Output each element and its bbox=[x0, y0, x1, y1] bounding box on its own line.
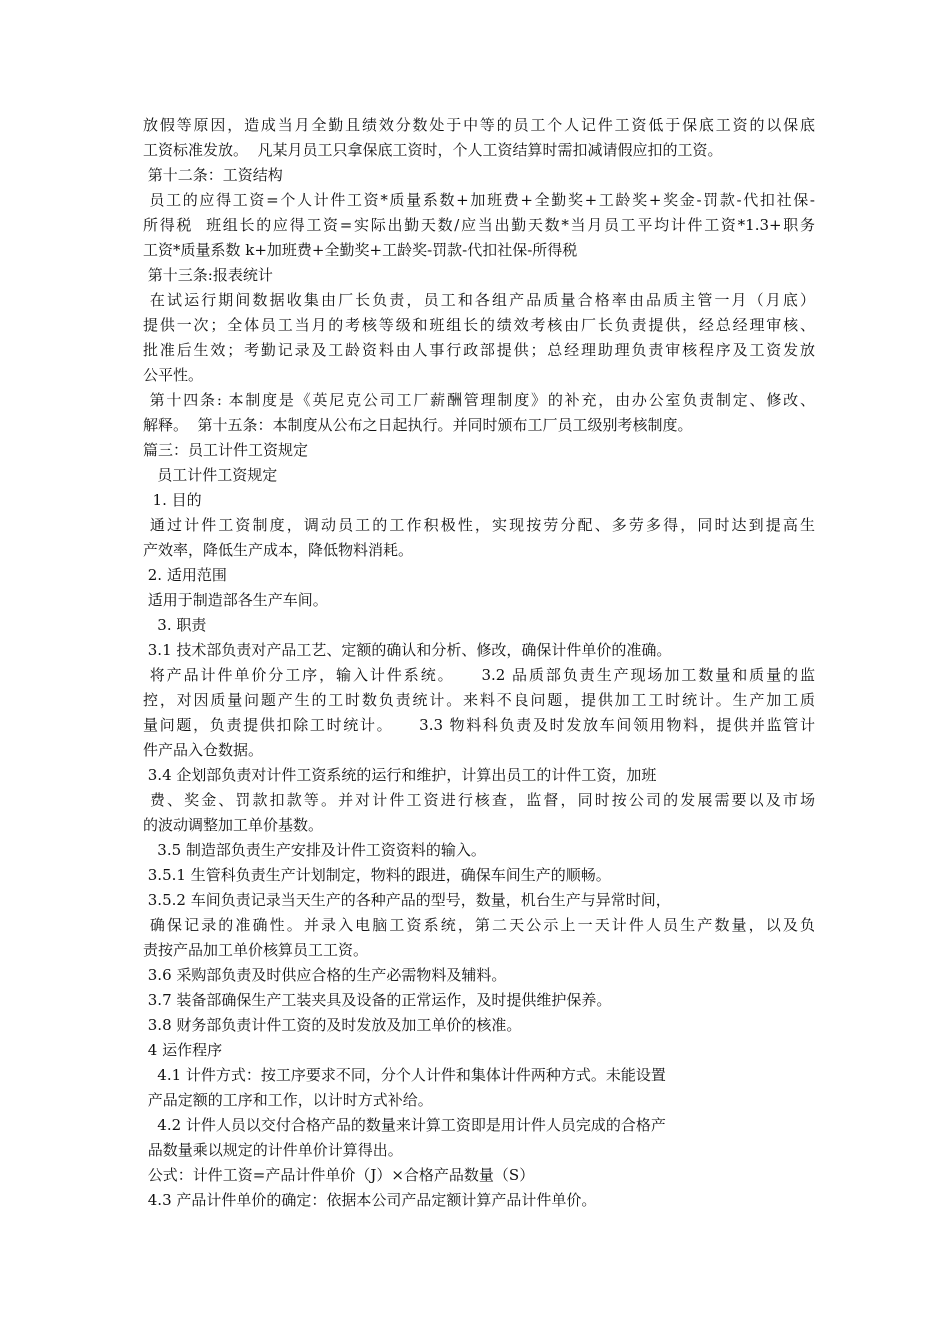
text-line: 员工的应得工资=个人计件工资*质量系数+加班费+全勤奖+工龄奖+奖金-罚款-代扣社保- bbox=[143, 191, 815, 209]
text-line: 4.2 计件人员以交付合格产品的数量来计算工资即是用计件人员完成的合格产 bbox=[143, 1116, 666, 1134]
text-line: 3.5.1 生管科负责生产计划制定，物料的跟进，确保车间生产的顺畅。 bbox=[143, 866, 611, 884]
text-line: 量问题，负责提供扣除工时统计。 3.3 物料科负责及时发放车间领用物料，提供并监管计 bbox=[143, 716, 815, 734]
text-line: 3.4 企划部负责对计件工资系统的运行和维护，计算出员工的计件工资，加班 bbox=[143, 766, 657, 784]
text-line: 控，对因质量问题产生的工时数负责统计。来料不良问题，提供加工工时统计。生产加工质 bbox=[143, 691, 815, 709]
text-line: 3.5.2 车间负责记录当天生产的各种产品的型号，数量，机台生产与异常时间， bbox=[143, 891, 671, 909]
text-line: 第十四条: 本制度是《英尼克公司工厂薪酬管理制度》的补充，由办公室负责制定、修改、 bbox=[143, 391, 815, 409]
text-line: 公式：计件工资=产品计件单价（J）×合格产品数量（S） bbox=[143, 1166, 535, 1184]
text-line: 解释。 第十五条：本制度从公布之日起执行。并同时颁布工厂员工级别考核制度。 bbox=[143, 416, 693, 434]
text-line: 第十二条：工资结构 bbox=[143, 166, 283, 184]
text-line: 第十三条:报表统计 bbox=[143, 266, 273, 284]
text-line: 篇三：员工计件工资规定 bbox=[143, 441, 309, 459]
text-line: 4.3 产品计件单价的确定：依据本公司产品定额计算产品计件单价。 bbox=[143, 1191, 597, 1209]
text-line: 所得税 班组长的应得工资=实际出勤天数/应当出勤天数*当月员工平均计件工资*1.3+职务 bbox=[143, 216, 815, 234]
text-line: 3.7 装备部确保生产工装夹具及设备的正常运作，及时提供维护保养。 bbox=[143, 991, 612, 1009]
text-line: 3. 职责 bbox=[143, 616, 207, 634]
text-line: 提供一次；全体员工当月的考核等级和班组长的绩效考核由厂长负责提供，经总经理审核、 bbox=[143, 316, 815, 334]
text-line: 放假等原因，造成当月全勤且绩效分数处于中等的员工个人记件工资低于保底工资的以保底 bbox=[143, 116, 815, 134]
text-line: 通过计件工资制度，调动员工的工作积极性，实现按劳分配、多劳多得，同时达到提高生 bbox=[143, 516, 815, 534]
text-line: 4 运作程序 bbox=[143, 1041, 223, 1059]
text-line: 产效率，降低生产成本，降低物料消耗。 bbox=[143, 541, 414, 559]
text-line: 1. 目的 bbox=[143, 491, 202, 509]
text-line: 2. 适用范围 bbox=[143, 566, 227, 584]
text-line: 工资*质量系数 k+加班费+全勤奖+工龄奖-罚款-代扣社保-所得税 bbox=[143, 241, 578, 259]
text-line: 件产品入仓数据。 bbox=[143, 741, 264, 759]
text-line: 责按产品加工单价核算员工工资。 bbox=[143, 941, 369, 959]
text-line: 将产品计件单价分工序，输入计件系统。 3.2 品质部负责生产现场加工数量和质量的监 bbox=[143, 666, 815, 684]
text-line: 3.8 财务部负责计件工资的及时发放及加工单价的核准。 bbox=[143, 1016, 522, 1034]
text-line: 公平性。 bbox=[143, 366, 204, 384]
text-line: 4.1 计件方式：按工序要求不同，分个人计件和集体计件两种方式。未能设置 bbox=[143, 1066, 666, 1084]
text-line: 3.1 技术部负责对产品工艺、定额的确认和分析、修改，确保计件单价的准确。 bbox=[143, 641, 672, 659]
text-line: 3.5 制造部负责生产安排及计件工资资料的输入。 bbox=[143, 841, 486, 859]
document-body bbox=[143, 113, 815, 1213]
text-line: 确保记录的准确性。并录入电脑工资系统，第二天公示上一天计件人员生产数量，以及负 bbox=[143, 916, 815, 934]
text-line: 在试运行期间数据收集由厂长负责，员工和各组产品质量合格率由品质主管一月（月底） bbox=[143, 291, 815, 309]
text-line: 品数量乘以规定的计件单价计算得出。 bbox=[143, 1141, 403, 1159]
text-line: 的波动调整加工单价基数。 bbox=[143, 816, 324, 834]
text-line: 员工计件工资规定 bbox=[143, 466, 278, 484]
text-line: 适用于制造部各生产车间。 bbox=[143, 591, 328, 609]
text-line: 3.6 采购部负责及时供应合格的生产必需物料及辅料。 bbox=[143, 966, 507, 984]
text-line: 批准后生效；考勤记录及工龄资料由人事行政部提供；总经理助理负责审核程序及工资发放 bbox=[143, 341, 815, 359]
text-line: 费、奖金、罚款扣款等。并对计件工资进行核查，监督，同时按公司的发展需要以及市场 bbox=[143, 791, 815, 809]
text-line: 产品定额的工序和工作，以计时方式补给。 bbox=[143, 1091, 433, 1109]
text-line: 工资标准发放。 凡某月员工只拿保底工资时，个人工资结算时需扣减请假应扣的工资。 bbox=[143, 141, 723, 159]
